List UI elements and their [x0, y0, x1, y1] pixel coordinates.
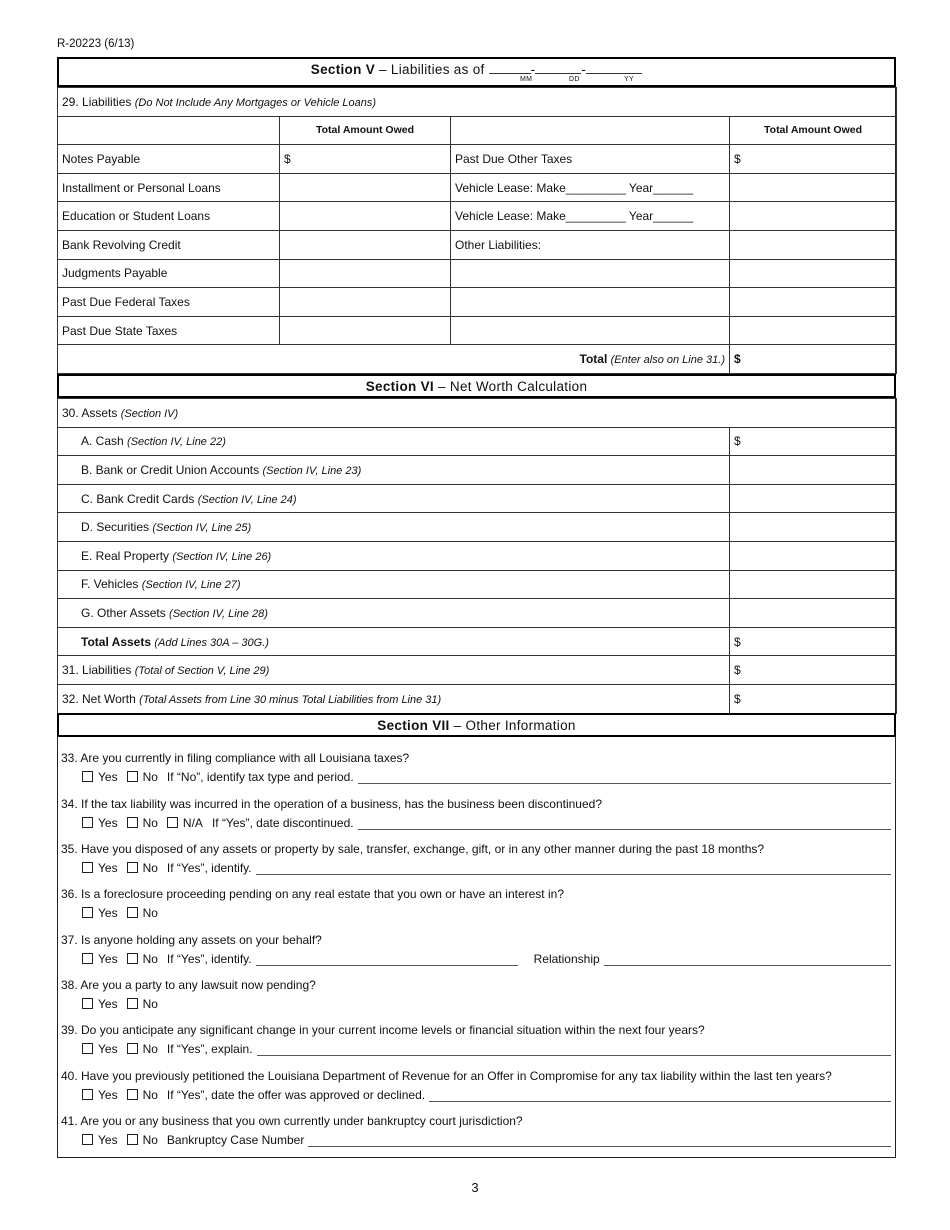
identify-line[interactable] — [256, 954, 518, 966]
no-checkbox[interactable]: No — [127, 770, 158, 784]
question-35 — [61, 842, 891, 875]
question-text: 40. Have you previously petitioned the Louisiana Department of Revenue for an Offer in Compromise for any tax liability within the last ten years? — [61, 1069, 832, 1083]
asset-amount-field[interactable] — [730, 541, 897, 570]
yes-checkbox[interactable]: Yes — [82, 770, 118, 784]
liability-label: Vehicle Lease: Make_________ Year______ — [451, 173, 730, 202]
liability-amount-field[interactable] — [280, 259, 451, 288]
liability-amount-field[interactable] — [280, 288, 451, 317]
other-liability-field[interactable] — [451, 316, 730, 345]
section-v-subtitle: – Liabilities as of — [375, 62, 489, 77]
date-mm-label: MM — [520, 76, 533, 83]
no-checkbox[interactable]: No — [127, 997, 158, 1011]
question-33 — [61, 751, 891, 784]
asset-label: E. Real Property (Section IV, Line 26) — [58, 541, 730, 570]
answer-line[interactable] — [257, 1044, 891, 1056]
no-checkbox[interactable]: No — [127, 1088, 158, 1102]
line-32-field[interactable]: $ — [730, 684, 897, 713]
section-vii-title: Section VII — [377, 718, 450, 733]
asset-label: G. Other Assets (Section IV, Line 28) — [58, 599, 730, 628]
date-dd-field[interactable] — [535, 73, 581, 74]
asset-amount-field[interactable] — [730, 484, 897, 513]
table-row — [58, 173, 897, 202]
asset-amount-field[interactable] — [730, 513, 897, 542]
total-owed-header-left: Total Amount Owed — [280, 116, 451, 145]
question-text: 34. If the tax liability was incurred in the operation of a business, has the business been discontinued? — [61, 797, 603, 811]
table-row — [58, 316, 897, 345]
answer-line[interactable] — [358, 772, 891, 784]
liability-amount-field[interactable] — [730, 259, 897, 288]
other-liability-field[interactable] — [451, 288, 730, 317]
total-owed-header-right: Total Amount Owed — [730, 116, 897, 145]
section-vii-header — [57, 713, 896, 737]
liability-amount-field[interactable] — [730, 288, 897, 317]
question-text: 33. Are you currently in filing compliance with all Louisiana taxes? — [61, 751, 410, 765]
question-text: 38. Are you a party to any lawsuit now pending? — [61, 978, 316, 992]
liability-label: Vehicle Lease: Make_________ Year______ — [451, 202, 730, 231]
follow-up-label: If “Yes”, identify. — [166, 952, 252, 966]
table-row — [58, 145, 897, 174]
table-row — [58, 656, 897, 685]
question-41 — [61, 1114, 891, 1147]
liability-amount-field[interactable] — [730, 230, 897, 259]
total-assets-field[interactable]: $ — [730, 627, 897, 656]
header-blank — [451, 116, 730, 145]
date-yy-field[interactable] — [586, 73, 642, 74]
yes-checkbox[interactable]: Yes — [82, 906, 118, 920]
table-row — [58, 230, 897, 259]
line-31-field[interactable]: $ — [730, 656, 897, 685]
liability-label: Past Due Other Taxes — [451, 145, 730, 174]
liability-amount-field[interactable] — [280, 202, 451, 231]
relationship-label: Relationship — [533, 952, 600, 966]
table-row — [58, 259, 897, 288]
liabilities-total-label: Total (Enter also on Line 31.) — [58, 345, 730, 374]
liability-label: Notes Payable — [58, 145, 280, 174]
answer-line[interactable] — [358, 818, 891, 830]
table-row — [58, 427, 897, 456]
table-row — [58, 570, 897, 599]
section-vi-subtitle: – Net Worth Calculation — [433, 379, 588, 394]
answer-line[interactable] — [429, 1090, 891, 1102]
liability-amount-field[interactable] — [730, 173, 897, 202]
line-29-label: 29. Liabilities (Do Not Include Any Mortgages or Vehicle Loans) — [58, 88, 897, 117]
question-39 — [61, 1023, 891, 1056]
no-checkbox[interactable]: No — [127, 952, 158, 966]
asset-label: F. Vehicles (Section IV, Line 27) — [58, 570, 730, 599]
yes-checkbox[interactable]: Yes — [82, 816, 118, 830]
section-vii-subtitle: – Other Information — [449, 718, 576, 733]
line-30-label: 30. Assets (Section IV) — [58, 399, 897, 428]
follow-up-label: Bankruptcy Case Number — [166, 1133, 305, 1147]
section-v-header: Section V – Liabilities as of - - MM DD YY — [57, 57, 896, 87]
question-text: 39. Do you anticipate any significant change in your current income levels or financial situation within the next four years? — [61, 1023, 705, 1037]
asset-amount-field[interactable]: $ — [730, 427, 897, 456]
net-worth-table — [57, 398, 897, 714]
liability-amount-field[interactable]: $ — [730, 145, 897, 174]
follow-up-label: If “Yes”, date discontinued. — [211, 816, 354, 830]
question-38 — [61, 978, 891, 1011]
asset-label: C. Bank Credit Cards (Section IV, Line 24) — [58, 484, 730, 513]
no-checkbox[interactable]: No — [127, 906, 158, 920]
liability-amount-field[interactable] — [280, 230, 451, 259]
asset-label: D. Securities (Section IV, Line 25) — [58, 513, 730, 542]
table-row — [58, 513, 897, 542]
table-row — [58, 399, 897, 428]
table-row — [58, 599, 897, 628]
asset-amount-field[interactable] — [730, 570, 897, 599]
liability-amount-field[interactable] — [730, 316, 897, 345]
table-row — [58, 456, 897, 485]
liability-amount-field[interactable] — [280, 316, 451, 345]
follow-up-label: If “Yes”, identify. — [166, 861, 252, 875]
line-31-label: 31. Liabilities (Total of Section V, Line 29) — [58, 656, 730, 685]
section-vi-title: Section VI — [365, 379, 434, 394]
no-checkbox[interactable]: No — [127, 1133, 158, 1147]
asset-label: A. Cash (Section IV, Line 22) — [58, 427, 730, 456]
total-assets-label: Total Assets (Add Lines 30A – 30G.) — [58, 627, 730, 656]
table-row — [58, 288, 897, 317]
liability-label: Past Due Federal Taxes — [58, 288, 280, 317]
question-text: 41. Are you or any business that you own currently under bankruptcy court jurisdiction? — [61, 1114, 523, 1128]
liability-label: Other Liabilities: — [451, 230, 730, 259]
question-37 — [61, 933, 891, 966]
section-vi-header — [57, 374, 896, 398]
other-liability-field[interactable] — [451, 259, 730, 288]
liability-label: Installment or Personal Loans — [58, 173, 280, 202]
follow-up-label: If “Yes”, explain. — [166, 1042, 253, 1056]
asset-amount-field[interactable] — [730, 599, 897, 628]
no-checkbox[interactable]: No — [127, 816, 158, 830]
yes-checkbox[interactable]: Yes — [82, 952, 118, 966]
relationship-line[interactable] — [604, 954, 891, 966]
section-v-title: Section V — [310, 62, 375, 77]
page-number: 3 — [471, 1180, 479, 1195]
yes-checkbox[interactable]: Yes — [82, 1088, 118, 1102]
question-34 — [61, 797, 891, 830]
liability-label: Judgments Payable — [58, 259, 280, 288]
liability-label: Past Due State Taxes — [58, 316, 280, 345]
na-checkbox[interactable]: N/A — [167, 816, 203, 830]
no-checkbox[interactable]: No — [127, 1042, 158, 1056]
question-text: 37. Is anyone holding any assets on your behalf? — [61, 933, 322, 947]
question-40 — [61, 1069, 891, 1102]
follow-up-label: If “Yes”, date the offer was approved or declined. — [166, 1088, 426, 1102]
liability-amount-field[interactable] — [280, 173, 451, 202]
total-row — [58, 345, 897, 374]
table-row — [58, 484, 897, 513]
liability-amount-field[interactable] — [730, 202, 897, 231]
date-yy-label: YY — [624, 76, 634, 83]
yes-checkbox[interactable]: Yes — [82, 1133, 118, 1147]
question-text: 35. Have you disposed of any assets or property by sale, transfer, exchange, gift, or in any other manner during the past 18 months? — [61, 842, 765, 856]
liabilities-table — [57, 87, 897, 374]
follow-up-label: If “No”, identify tax type and period. — [166, 770, 354, 784]
asset-label: B. Bank or Credit Union Accounts (Section IV, Line 23) — [58, 456, 730, 485]
answer-line[interactable] — [256, 863, 891, 875]
question-36 — [61, 887, 891, 920]
asset-amount-field[interactable] — [730, 456, 897, 485]
liability-label: Bank Revolving Credit — [58, 230, 280, 259]
yes-checkbox[interactable]: Yes — [82, 1042, 118, 1056]
liabilities-total-field[interactable]: $ — [730, 345, 897, 374]
yes-checkbox[interactable]: Yes — [82, 997, 118, 1011]
liability-amount-field[interactable]: $ — [280, 145, 451, 174]
bankruptcy-case-number-line[interactable] — [308, 1135, 891, 1147]
yes-checkbox[interactable]: Yes — [82, 861, 118, 875]
table-row — [58, 684, 897, 713]
no-checkbox[interactable]: No — [127, 861, 158, 875]
table-row — [58, 541, 897, 570]
table-row — [58, 202, 897, 231]
table-row — [58, 627, 897, 656]
form-number: R-20223 (6/13) — [57, 38, 135, 50]
date-dd-label: DD — [569, 76, 580, 83]
question-text: 36. Is a foreclosure proceeding pending on any real estate that you own or have an interest in? — [61, 887, 564, 901]
line-32-label: 32. Net Worth (Total Assets from Line 30 minus Total Liabilities from Line 31) — [58, 684, 730, 713]
header-blank — [58, 116, 280, 145]
liability-label: Education or Student Loans — [58, 202, 280, 231]
date-mm-field[interactable] — [489, 73, 531, 74]
